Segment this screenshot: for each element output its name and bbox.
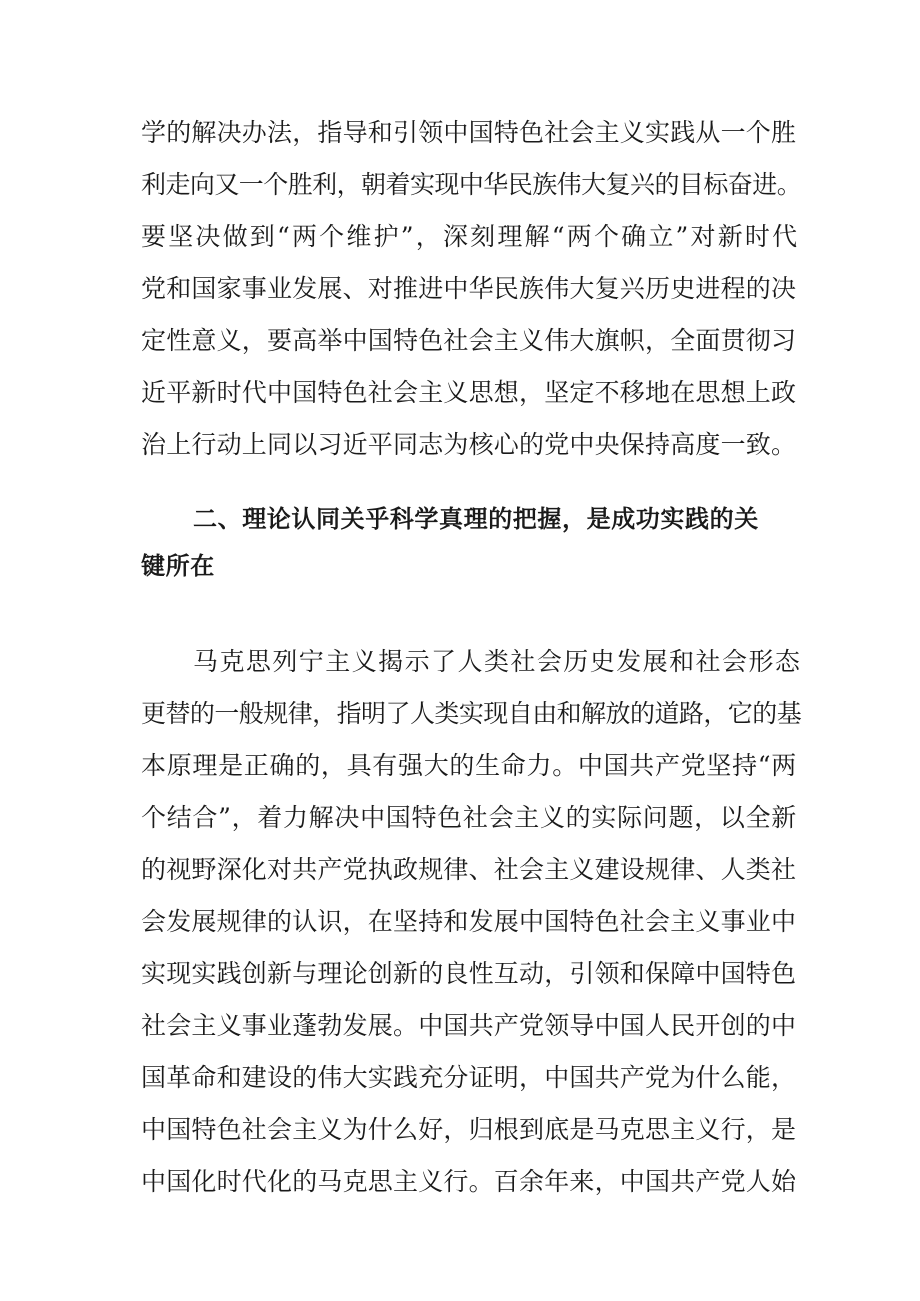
- paragraph-line: 定性意义，要高举中国特色社会主义伟大旗帜，全面贯彻习: [141, 326, 797, 355]
- paragraph-line: 近平新时代中国特色社会主义思想，坚定不移地在思想上政: [141, 378, 797, 407]
- paragraph-line: 本原理是正确的，具有强大的生命力。中国共产党坚持“两: [141, 751, 797, 780]
- paragraph-line: 利走向又一个胜利，朝着实现中华民族伟大复兴的目标奋进。: [141, 170, 802, 199]
- paragraph-line: 中国特色社会主义为什么好，归根到底是马克思主义行，是: [141, 1115, 797, 1144]
- heading-line: 键所在: [141, 552, 215, 580]
- paragraph-line: 会发展规律的认识，在坚持和发展中国特色社会主义事业中: [141, 907, 797, 936]
- paragraph-line: 社会主义事业蓬勃发展。中国共产党领导中国人民开创的中: [141, 1011, 797, 1040]
- paragraph-line: 的视野深化对共产党执政规律、社会主义建设规律、人类社: [141, 855, 797, 884]
- paragraph-line: 更替的一般规律，指明了人类实现自由和解放的道路，它的基: [141, 699, 802, 728]
- paragraph-line: 学的解决办法，指导和引领中国特色社会主义实践从一个胜: [141, 118, 797, 147]
- paragraph-line: 治上行动上同以习近平同志为核心的党中央保持高度一致。: [141, 430, 797, 459]
- paragraph-line: 中国化时代化的马克思主义行。百余年来，中国共产党人始: [141, 1167, 797, 1196]
- paragraph-line: 实现实践创新与理论创新的良性互动，引领和保障中国特色: [141, 959, 797, 988]
- paragraph-line: 党和国家事业发展、对推进中华民族伟大复兴历史进程的决: [141, 274, 797, 303]
- heading-line: 二、理论认同关乎科学真理的把握，是成功实践的关: [193, 505, 759, 533]
- paragraph-line: 马克思列宁主义揭示了人类社会历史发展和社会形态: [193, 647, 802, 676]
- paragraph-line: 国革命和建设的伟大实践充分证明，中国共产党为什么能，: [141, 1063, 797, 1092]
- paragraph-line: 要坚决做到“两个维护”，深刻理解“两个确立”对新时代: [141, 222, 800, 251]
- paragraph-line: 个结合”，着力解决中国特色社会主义的实际问题，以全新: [141, 803, 797, 832]
